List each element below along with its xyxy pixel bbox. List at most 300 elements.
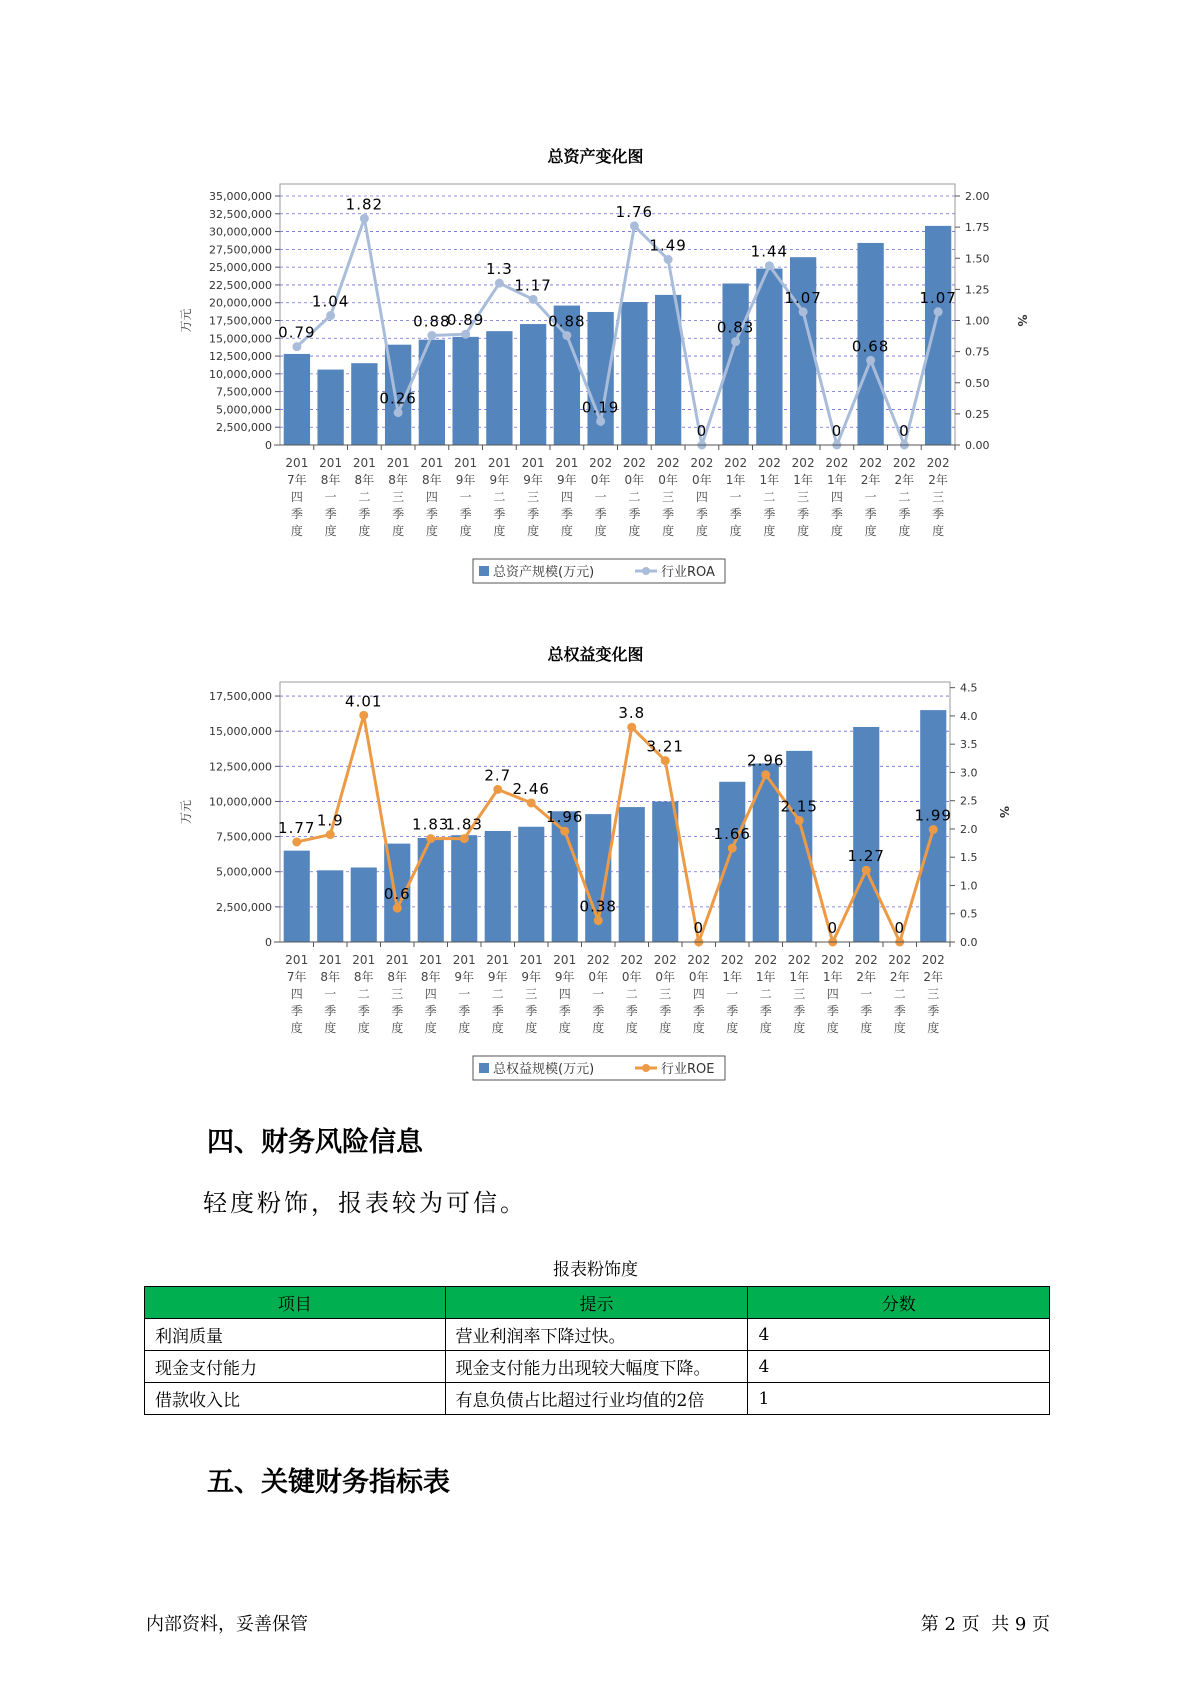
x-tick-label: 季 [458,1004,471,1018]
x-tick-label: 季 [424,1004,437,1018]
data-label: 1.07 [919,288,957,307]
left-tick-label: 20,000,000 [209,296,272,310]
data-label: 0 [696,422,708,440]
x-tick-label: 201 [285,456,309,470]
x-tick-label: 8年 [420,970,441,984]
data-label: 0 [894,919,906,937]
right-tick-label: 3.5 [960,738,978,752]
line-point [862,866,871,875]
x-tick-label: 2年 [894,473,915,487]
bar [719,782,745,942]
x-tick-label: 度 [459,524,472,538]
bar [351,868,377,942]
x-tick-label: 度 [290,1021,303,1035]
x-tick-label: 9年 [455,473,476,487]
data-label: 0.19 [581,398,620,417]
right-tick-label: 0.0 [960,936,978,949]
x-tick-label: 8年 [354,473,375,487]
x-tick-label: 度 [527,524,540,538]
x-tick-label: 202 [754,953,778,967]
right-tick-label: 2.0 [960,822,978,836]
x-tick-label: 季 [793,1004,806,1018]
data-label: 0 [899,422,910,440]
x-tick-label: 201 [385,953,409,967]
x-tick-label: 季 [324,1004,337,1018]
left-tick-label: 10,000,000 [209,367,272,381]
x-tick-label: 度 [898,524,911,538]
x-tick-label: 二 [625,987,638,1001]
bar [451,835,477,942]
x-tick-label: 1年 [755,970,776,984]
x-tick-label: 二 [763,490,776,504]
x-tick-label: 8年 [388,473,408,487]
row-item: 借款收入比 [145,1383,446,1415]
data-label: 3.8 [618,704,646,723]
line-point [765,261,774,270]
data-label: 1.76 [615,202,654,221]
right-tick-label: 1.75 [965,221,990,235]
x-tick-label: 度 [324,524,337,538]
x-tick-label: 201 [555,456,579,470]
data-label: 1.49 [649,236,687,255]
x-tick-label: 四 [424,987,437,1001]
line-point [493,785,502,794]
line-point [359,711,368,720]
bar [853,727,879,942]
x-tick-label: 二 [898,490,911,504]
x-tick-label: 2年 [928,473,948,487]
x-tick-label: 三 [392,490,405,504]
row-score: 4 [748,1351,1050,1383]
x-tick-label: 2年 [860,473,881,487]
data-label: 1.9 [316,811,344,830]
x-tick-label: 季 [898,507,911,521]
x-tick-label: 三 [793,987,806,1001]
line-point [661,756,670,765]
x-tick-label: 7年 [287,473,307,487]
x-tick-label: 201 [352,456,376,470]
bar [619,807,645,942]
x-tick-label: 四 [290,987,303,1001]
header-score: 分数 [748,1287,1050,1319]
x-tick-label: 三 [927,987,940,1001]
total-assets-chart [0,175,1191,585]
data-label: 1.96 [546,808,584,827]
row-hint: 营业利润率下降过快。 [445,1319,748,1351]
legend-line-label: 行业ROA [661,565,715,580]
legend-bar-swatch [479,566,489,576]
y-axis-label-right: % [997,805,1011,819]
bar [621,302,647,445]
x-tick-label: 度 [793,1021,806,1035]
x-tick-label: 度 [763,524,776,538]
x-tick-label: 1年 [793,473,813,487]
chart2-title: 总权益变化图 [547,645,644,664]
x-tick-label: 度 [695,524,708,538]
data-label: 0.79 [278,323,316,342]
line-point [799,307,808,316]
data-label: 1.17 [514,276,552,295]
x-category-labels [285,953,944,1035]
x-tick-label: 202 [825,456,849,470]
data-label: 2.96 [747,751,785,770]
x-tick-label: 季 [759,1004,772,1018]
x-tick-label: 202 [656,456,680,470]
x-tick-label: 0年 [621,970,642,984]
bar [317,870,343,942]
legend [473,559,725,583]
x-tick-label: 9年 [521,970,542,984]
data-label: 1.66 [713,825,751,844]
x-tick-label: 1年 [725,473,746,487]
x-tick-label: 三 [797,490,810,504]
bar [418,838,444,942]
data-label: 1.04 [311,292,350,311]
x-tick-label: 度 [726,1021,739,1035]
legend-bar-swatch [479,1063,489,1073]
x-tick-label: 季 [592,1004,605,1018]
x-tick-label: 201 [452,953,476,967]
line-point [664,255,673,264]
x-tick-label: 季 [797,507,810,521]
section4-heading: 四、财务风险信息 [207,1127,423,1158]
x-tick-label: 2年 [923,970,944,984]
x-tick-label: 202 [821,953,845,967]
section5-heading: 五、关键财务指标表 [207,1467,450,1498]
table-caption: 报表粉饰度 [553,1260,638,1280]
x-tick-label: 季 [357,1004,370,1018]
data-label: 0.88 [413,312,451,331]
x-tick-label: 季 [392,507,405,521]
line-point [627,723,636,732]
x-tick-label: 四 [830,490,843,504]
risk-table [144,1286,1050,1415]
x-tick-label: 季 [625,1004,638,1018]
left-tick-label: 12,500,000 [209,760,272,774]
legend [473,1056,725,1080]
bar [753,764,779,942]
left-tick-label: 10,000,000 [209,795,272,809]
data-label: 0.83 [716,318,755,337]
x-tick-label: 季 [425,507,438,521]
x-tick-label: 度 [425,524,438,538]
x-tick-label: 季 [864,507,877,521]
left-tick-label: 7,500,000 [216,830,272,844]
x-tick-label: 度 [864,524,877,538]
left-tick-label: 12,500,000 [209,350,272,364]
x-tick-label: 1年 [822,970,843,984]
data-label: 1.82 [345,195,384,214]
x-tick-label: 202 [888,953,912,967]
data-label: 2.7 [484,766,512,785]
x-tick-label: 四 [558,987,571,1001]
x-tick-label: 季 [560,507,573,521]
x-tick-label: 8年 [422,473,442,487]
x-tick-label: 季 [391,1004,404,1018]
x-tick-label: 季 [726,1004,739,1018]
x-tick-label: 季 [358,507,371,521]
left-tick-label: 7,500,000 [216,385,272,399]
data-label: 1.27 [847,847,885,866]
x-tick-label: 季 [659,1004,672,1018]
bar [786,751,812,942]
x-tick-label: 9年 [489,473,510,487]
header-item: 项目 [145,1287,446,1319]
right-tick-label: 4.0 [960,709,978,723]
x-tick-label: 季 [893,1004,906,1018]
x-tick-label: 度 [324,1021,337,1035]
data-label: 2.46 [512,779,550,798]
x-tick-label: 季 [290,1004,303,1018]
x-tick-label: 201 [285,953,309,967]
y-axis-label-right: % [1015,314,1029,327]
x-tick-label: 202 [620,953,644,967]
table-row [145,1383,1050,1415]
x-tick-label: 二 [358,490,371,504]
line-point [929,825,938,834]
row-item: 利润质量 [145,1319,446,1351]
x-tick-label: 二 [893,987,906,1001]
left-tick-label: 25,000,000 [209,261,272,275]
x-tick-label: 一 [458,987,471,1001]
x-tick-label: 季 [527,507,540,521]
x-tick-label: 季 [558,1004,571,1018]
data-label: 1.83 [445,815,483,834]
x-tick-label: 201 [454,456,478,470]
data-label: 4.01 [345,692,383,711]
x-tick-label: 度 [830,524,843,538]
line-point [596,417,605,426]
x-tick-label: 一 [864,490,877,504]
x-tick-label: 度 [424,1021,437,1035]
line-point [560,827,569,836]
x-tick-label: 2年 [856,970,877,984]
left-tick-label: 30,000,000 [209,225,272,239]
x-tick-label: 季 [491,1004,504,1018]
legend-line-label: 行业ROE [661,1062,715,1077]
x-tick-label: 度 [525,1021,538,1035]
x-tick-label: 季 [729,507,742,521]
x-tick-label: 202 [791,456,815,470]
bar [351,363,377,445]
x-tick-label: 202 [724,456,748,470]
left-tick-label: 0 [265,439,272,452]
right-tick-label: 1.25 [965,283,990,297]
left-tick-label: 5,000,000 [216,403,272,417]
footer-left: 内部资料，妥善保管 [146,1614,308,1635]
x-tick-label: 度 [625,1021,638,1035]
x-tick-label: 1年 [789,970,810,984]
x-tick-label: 度 [391,1021,404,1035]
x-tick-label: 1年 [759,473,780,487]
x-tick-label: 201 [318,953,342,967]
x-tick-label: 季 [324,507,337,521]
left-tick-label: 17,500,000 [209,314,272,328]
line-point [562,331,571,340]
risk-summary: 轻度粉饰，报表较为可信。 [203,1189,527,1217]
data-label: 1.44 [750,242,789,261]
row-item: 现金支付能力 [145,1351,446,1383]
bar [485,831,511,942]
x-tick-label: 8年 [353,970,374,984]
line-point [427,331,436,340]
left-tick-label: 15,000,000 [209,725,272,739]
x-tick-label: 季 [927,1004,940,1018]
x-tick-label: 度 [729,524,742,538]
line-point [529,295,538,304]
data-label: 0.38 [579,897,617,916]
x-tick-label: 三 [525,987,538,1001]
line-point [426,834,435,843]
data-label: 2.15 [780,797,818,816]
bar [925,226,951,445]
right-tick-label: 3.0 [960,766,978,780]
x-tick-label: 202 [854,953,878,967]
x-tick-label: 0年 [692,473,712,487]
x-tick-label: 一 [324,490,337,504]
x-tick-label: 度 [290,524,303,538]
right-tick-label: 0.5 [960,907,978,921]
x-tick-label: 0年 [655,970,676,984]
x-tick-label: 202 [892,456,916,470]
x-tick-label: 季 [826,1004,839,1018]
right-tick-label: 1.5 [960,851,978,865]
x-tick-label: 一 [726,987,739,1001]
x-tick-label: 8年 [320,970,341,984]
x-tick-label: 8年 [320,473,341,487]
data-label: 0 [693,919,705,937]
x-tick-label: 201 [487,456,511,470]
left-tick-label: 5,000,000 [216,865,272,879]
data-label: 0 [827,919,839,937]
y-axis-label-left: 万元 [179,799,193,825]
x-tick-label: 度 [797,524,810,538]
line-point [495,279,504,288]
line-point [866,356,875,365]
row-hint: 有息负债占比超过行业均值的2倍 [445,1383,748,1415]
line-point [292,342,301,351]
x-tick-label: 三 [662,490,675,504]
x-tick-label: 四 [695,490,708,504]
x-tick-label: 度 [558,1021,571,1035]
right-tick-label: 0.25 [965,407,990,421]
x-tick-label: 201 [419,953,443,967]
bar [452,337,478,445]
bar [486,331,512,445]
bar [518,827,544,942]
x-tick-label: 9年 [554,970,575,984]
right-tick-label: 2.5 [960,794,978,808]
x-tick-label: 度 [628,524,641,538]
right-tick-label: 1.50 [965,252,990,266]
x-tick-label: 201 [521,456,545,470]
data-label: 0.89 [446,311,485,330]
x-tick-label: 度 [493,524,506,538]
x-tick-label: 度 [860,1021,873,1035]
right-tick-label: 2.00 [965,190,990,203]
x-tick-label: 9年 [557,473,577,487]
x-tick-label: 201 [319,456,343,470]
left-tick-label: 17,500,000 [209,690,272,704]
right-tick-label: 0.75 [965,345,990,359]
x-category-labels [285,456,949,538]
x-tick-label: 202 [787,953,811,967]
line-point [292,837,301,846]
left-tick-label: 27,500,000 [209,243,272,257]
line-point [393,904,402,913]
x-tick-label: 0年 [688,970,709,984]
x-tick-label: 二 [759,987,772,1001]
left-tick-label: 2,500,000 [216,421,272,435]
table-header-row [145,1287,1050,1319]
x-tick-label: 度 [458,1021,471,1035]
line-point [461,330,470,339]
right-tick-label: 1.0 [960,879,978,893]
x-tick-label: 一 [594,490,607,504]
x-tick-label: 202 [653,953,677,967]
legend-bar-label: 总权益规模(万元) [493,1062,595,1077]
x-tick-label: 四 [692,987,705,1001]
x-tick-label: 201 [420,456,444,470]
x-tick-label: 9年 [487,970,508,984]
page-number: 第 2 页 共 9 页 [920,1614,1050,1635]
x-tick-label: 202 [690,456,714,470]
x-tick-label: 三 [527,490,540,504]
x-tick-label: 度 [357,1021,370,1035]
x-tick-label: 季 [692,1004,705,1018]
x-tick-label: 1年 [722,970,743,984]
table-row [145,1319,1050,1351]
x-tick-label: 度 [927,1021,940,1035]
x-tick-label: 2年 [889,970,910,984]
x-tick-label: 一 [729,490,742,504]
data-label: 0.68 [851,337,890,356]
x-tick-label: 202 [586,953,610,967]
left-tick-label: 2,500,000 [216,900,272,914]
x-tick-label: 三 [659,987,672,1001]
line-point [630,221,639,230]
bar [722,284,748,445]
x-tick-label: 度 [893,1021,906,1035]
legend-line-marker [642,567,650,575]
x-tick-label: 季 [459,507,472,521]
x-tick-label: 201 [519,953,543,967]
x-tick-label: 一 [324,987,337,1001]
x-tick-label: 季 [525,1004,538,1018]
x-tick-label: 201 [352,953,376,967]
line-point [527,798,536,807]
line-point [795,816,804,825]
data-label: 0 [831,422,843,440]
bar [284,851,310,942]
line-point [728,844,737,853]
x-tick-label: 度 [592,1021,605,1035]
x-tick-label: 度 [759,1021,772,1035]
x-tick-label: 度 [932,524,945,538]
line-point [594,916,603,925]
x-tick-label: 202 [757,456,781,470]
table-row [145,1351,1050,1383]
header-hint: 提示 [445,1287,748,1319]
x-tick-label: 7年 [286,970,307,984]
data-label: 3.21 [646,737,684,756]
x-tick-label: 201 [553,953,577,967]
row-score: 4 [748,1319,1050,1351]
data-label: 1.77 [278,818,316,837]
x-tick-label: 度 [560,524,573,538]
x-tick-label: 季 [628,507,641,521]
x-tick-label: 四 [560,490,573,504]
